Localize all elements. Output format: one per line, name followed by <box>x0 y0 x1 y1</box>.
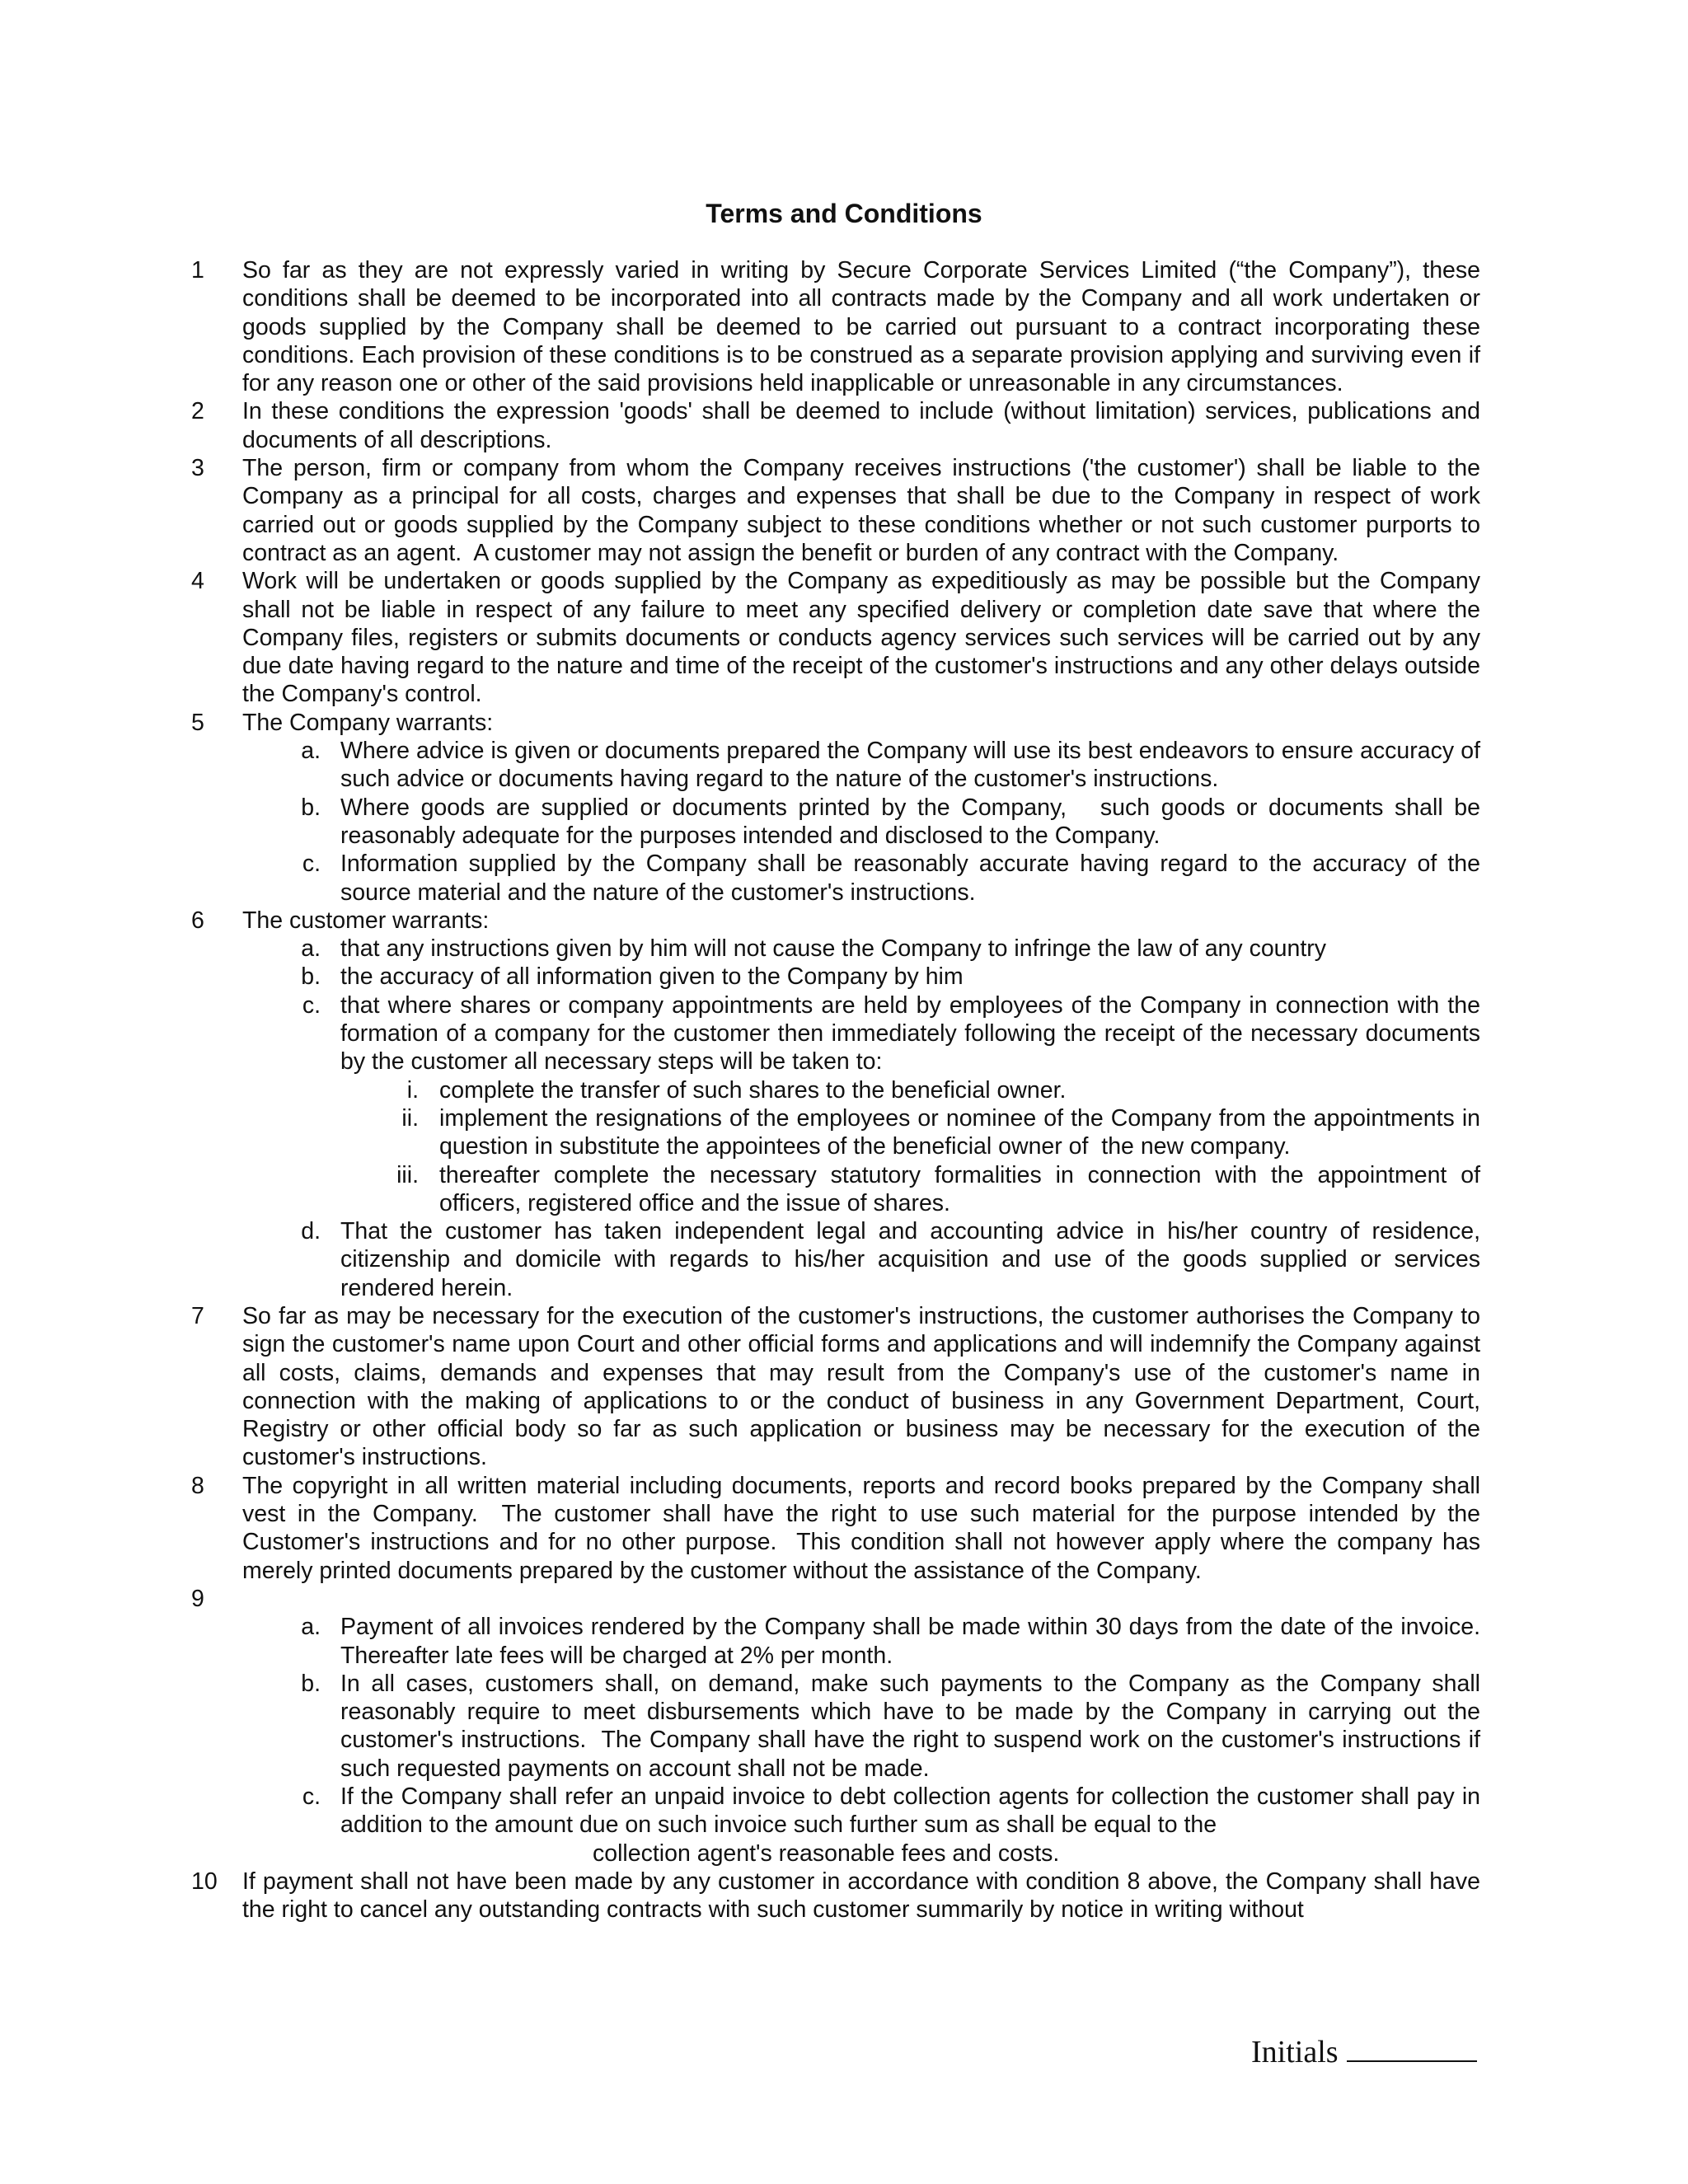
clause-6-item-c <box>0 991 1688 1076</box>
clause-1 <box>0 256 1688 397</box>
item-text-tail: collection agent's reasonable fees and costs. <box>593 1840 1060 1867</box>
clause-text: The Company warrants: <box>242 709 494 736</box>
clause-number: 3 <box>191 455 204 482</box>
item-text: the accuracy of all information given to the Company by him <box>340 963 964 991</box>
item-label: b. <box>301 794 321 821</box>
item-text: That the customer has taken independent legal and accounting advice in his/her country of residence, citizenship and domicile with regards to his/her acquisition and use of the goods supplied or services rendered herein. <box>340 1218 1487 1301</box>
subitem-text: complete the transfer of such shares to the beneficial owner. <box>439 1076 1067 1104</box>
clause-6-c-subitem-ii <box>0 1104 1688 1161</box>
item-text: that any instructions given by him will not cause the Company to infringe the law of any country <box>340 935 1327 963</box>
item-label: a. <box>301 935 321 963</box>
clause-6-item-b <box>0 963 1688 991</box>
item-text: If the Company shall refer an unpaid invoice to debt collection agents for collection the customer shall pay in addition to the amount due on such invoice such further sum as shall be equal to the <box>340 1783 1487 1839</box>
clause-number: 8 <box>191 1472 204 1499</box>
subitem-label: iii. <box>396 1161 419 1188</box>
item-text: Where advice is given or documents prepared the Company will use its best endeavors to ensure accuracy of such advice or documents having regard to the nature of the customer's instructions. <box>340 738 1487 793</box>
clause-number: 6 <box>191 907 204 934</box>
clause-text: The customer warrants: <box>242 907 490 934</box>
subitem-label: ii. <box>401 1104 419 1132</box>
item-text: In all cases, customers shall, on demand, make such payments to the Company as the Company shall reasonably require to meet disbursements which have to be made by the Company in carrying out the customer's instructions. The Company shall have the right to suspend work on the customer's instructions if such requested payments on account shall not be made. <box>340 1670 1487 1782</box>
clause-text: The person, firm or company from whom the Company receives instructions ('the customer') shall be liable to the Company as a principal for all costs, charges and expenses that shall be due to the Company in respect of work carried out or goods supplied by the Company subject to these conditions whether or not such customer purports to contract as an agent. A customer may not assign the benefit or burden of any contract with the Company. <box>242 455 1487 566</box>
clause-number: 9 <box>191 1585 204 1612</box>
initials-field <box>1251 2034 1477 2070</box>
clause-number: 5 <box>191 709 204 736</box>
item-label: c. <box>302 851 321 878</box>
item-text: Payment of all invoices rendered by the Company shall be made within 30 days from the date of the invoice. Thereafter late fees will be charged at 2% per month. <box>340 1614 1487 1669</box>
clause-text: So far as they are not expressly varied in writing by Secure Corporate Services Limited (“the Company”), these conditions shall be deemed to be incorporated into all contracts made by the Company and all work undertaken or goods supplied by the Company shall be deemed to be carried out pursuant to a contract incorporating these conditions. Each provision of these conditions is to be construed as a separate provision applying and surviving even if for any reason one or other of the said provisions held inapplicable or unreasonable in any circumstances. <box>242 257 1487 397</box>
clause-6-c-subitem-i <box>0 1076 1688 1104</box>
clause-8 <box>0 1472 1688 1585</box>
clause-text: In these conditions the expression 'goods' shall be deemed to include (without limitation) services, publications and documents of all descriptions. <box>242 398 1487 453</box>
subitem-label: i. <box>406 1076 419 1104</box>
item-text: Information supplied by the Company shall be reasonably accurate having regard to the accuracy of the source material and the nature of the customer's instructions. <box>340 851 1487 906</box>
clause-6-item-d <box>0 1217 1688 1302</box>
subitem-text: implement the resignations of the employees or nominee of the Company from the appointments in question in substitute the appointees of the beneficial owner of the new company. <box>439 1104 1487 1160</box>
item-label: d. <box>301 1218 321 1245</box>
clause-2 <box>0 397 1688 454</box>
clause-10 <box>0 1868 1688 1924</box>
clause-number: 7 <box>191 1302 204 1329</box>
initials-signature-line <box>1347 2036 1477 2062</box>
item-label: c. <box>302 991 321 1019</box>
clause-9 <box>0 1585 1688 1613</box>
item-label: a. <box>301 738 321 765</box>
item-label: a. <box>301 1614 321 1641</box>
item-label: b. <box>301 963 321 991</box>
clause-6-c-subitem-iii <box>0 1161 1688 1218</box>
clause-number: 10 <box>191 1868 218 1895</box>
clause-number: 1 <box>191 257 204 284</box>
clause-7 <box>0 1302 1688 1472</box>
terms-body <box>0 256 1688 1924</box>
clause-text: So far as may be necessary for the execution of the customer's instructions, the customer authorises the Company to sign the customer's name upon Court and other official forms and applications and will indemnify the Company against all costs, claims, demands and expenses that may result from the Company's use of the customer's name in connection with the making of applications to or the conduct of business in any Government Department, Court, Registry or other official body so far as such application or business may be necessary for the execution of the customer's instructions. <box>242 1302 1487 1471</box>
clause-5 <box>0 709 1688 737</box>
clause-6 <box>0 907 1688 935</box>
clause-text: The copyright in all written material including documents, reports and record books prepared by the Company shall vest in the Company. The customer shall have the right to use such material for the purpose intended by the Customer's instructions and for no other purpose. This condition shall not however apply where the company has merely printed documents prepared by the customer without the assistance of the Company. <box>242 1472 1487 1584</box>
clause-number: 2 <box>191 398 204 425</box>
clause-text: If payment shall not have been made by any customer in accordance with condition 8 above, the Company shall have the right to cancel any outstanding contracts with such customer summarily by notice in writing without <box>242 1868 1487 1924</box>
item-label: c. <box>302 1783 321 1811</box>
item-label: b. <box>301 1670 321 1697</box>
item-text: that where shares or company appointments are held by employees of the Company in connection with the formation of a company for the customer then immediately following the receipt of the necessary documents by the customer all necessary steps will be taken to: <box>340 991 1487 1076</box>
clause-5-item-a <box>0 737 1688 794</box>
clause-number: 4 <box>191 568 204 595</box>
clause-4 <box>0 567 1688 708</box>
item-text: Where goods are supplied or documents printed by the Company, such goods or documents shall be reasonably adequate for the purposes intended and disclosed to the Company. <box>340 794 1487 849</box>
clause-9-item-c <box>0 1783 1688 1868</box>
subitem-text: thereafter complete the necessary statutory formalities in connection with the appointment of officers, registered office and the issue of shares. <box>439 1161 1487 1216</box>
document-title: Terms and Conditions <box>706 199 982 228</box>
clause-5-item-c <box>0 850 1688 907</box>
clause-6-item-a <box>0 935 1688 963</box>
initials-label: Initials <box>1251 2035 1339 2069</box>
clause-3 <box>0 454 1688 567</box>
clause-9-item-b <box>0 1670 1688 1783</box>
clause-9-item-a <box>0 1613 1688 1670</box>
clause-5-item-b <box>0 794 1688 851</box>
clause-text: Work will be undertaken or goods supplied by the Company as expeditiously as may be possible but the Company shall not be liable in respect of any failure to meet any specified delivery or completion date save that where the Company files, registers or submits documents or conducts agency services such services will be carried out by any due date having regard to the nature and time of the receipt of the customer's instructions and any other delays outside the Company's control. <box>242 568 1487 708</box>
